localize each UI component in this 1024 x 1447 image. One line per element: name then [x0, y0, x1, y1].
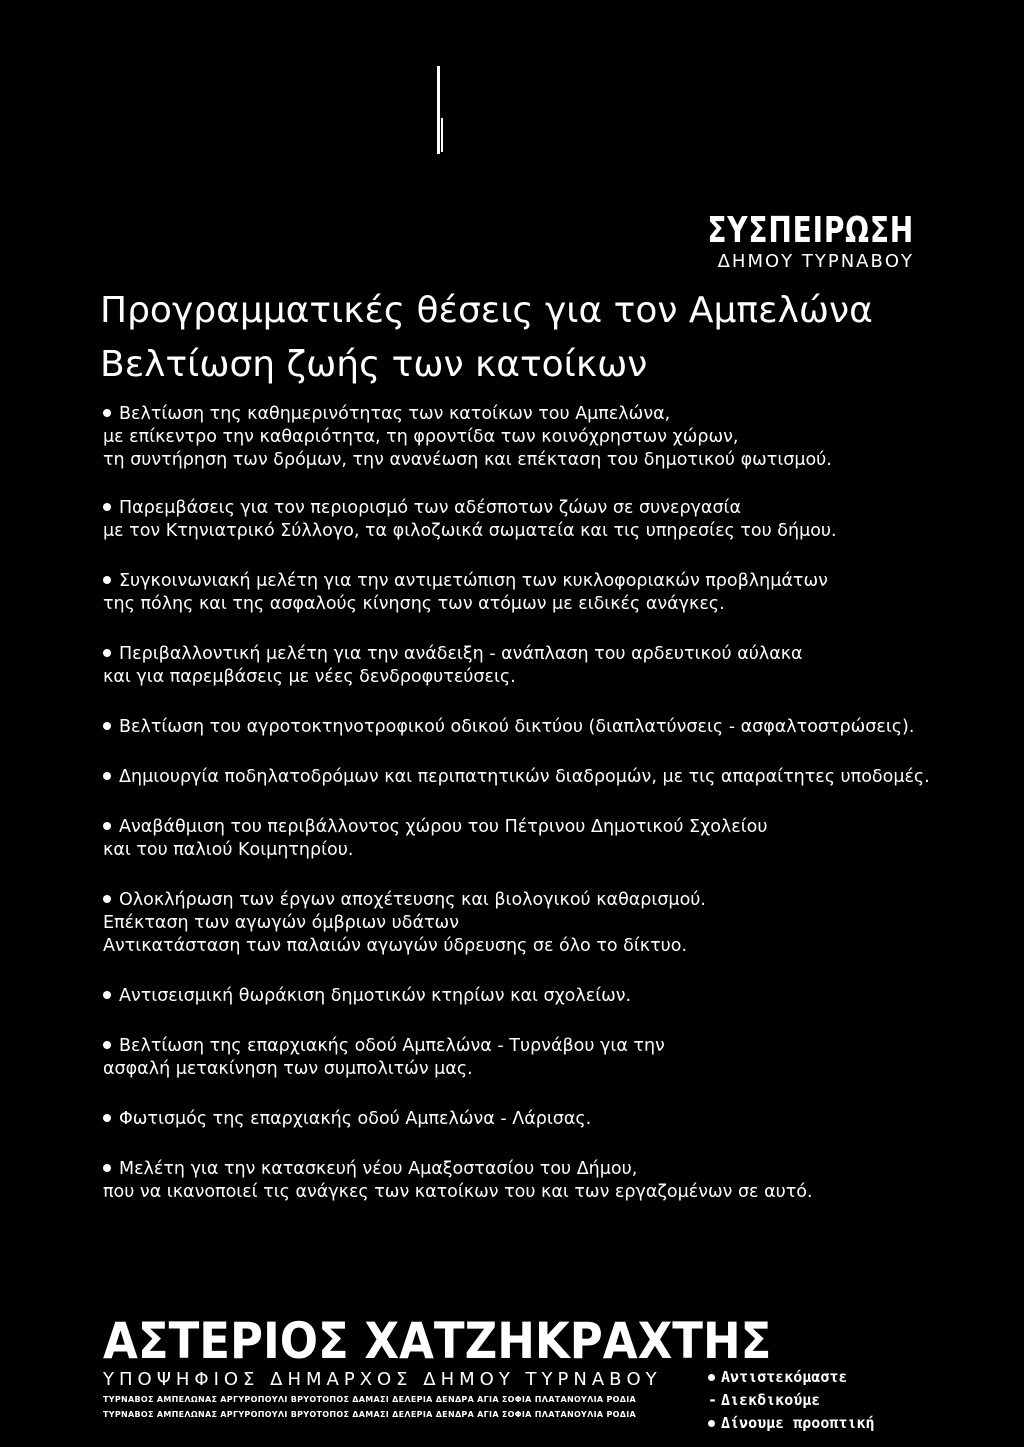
program-item-line: και για παρεμβάσεις με νέες δενδροφυτεύσεις.: [103, 667, 516, 687]
bullet-icon: [103, 822, 111, 830]
program-item-line: τη συντήρηση των δρόμων, την ανανέωση και επέκταση του δημοτικού φωτισμού.: [103, 450, 832, 470]
slogan-list: [708, 1366, 875, 1435]
bullet-icon: [103, 1114, 111, 1122]
program-item-line: Φωτισμός της επαρχιακής οδού Αμπελώνα - Λάρισας.: [103, 1108, 923, 1131]
program-list: [103, 403, 930, 1231]
program-item: [103, 816, 923, 862]
bullet-icon: [103, 722, 111, 730]
party-subtitle: ΔΗΜΟΥ ΤΥΡΝΑΒΟΥ: [717, 251, 914, 272]
program-item-line: Ολοκλήρωση των έργων αποχέτευσης και βιολογικού καθαρισμού.: [103, 889, 923, 912]
program-item: [103, 403, 923, 472]
bullet-icon: [708, 1374, 715, 1381]
dash-icon: -: [708, 1391, 718, 1409]
program-item-line: με επίκεντρο την καθαριότητα, τη φροντίδα των κοινόχρηστων χώρων,: [103, 427, 739, 447]
bullet-icon: [103, 991, 111, 999]
program-item-line: με τον Κτηνιατρικό Σύλλογο, τα φιλοζωικά σωματεία και τις υπηρεσίες του δήμου.: [103, 521, 837, 541]
program-item: [103, 889, 923, 958]
candidate-role: ΥΠΟΨΗΦΙΟΣ ΔΗΜΑΡΧΟΣ ΔΗΜΟΥ ΤΥΡΝΑΒΟΥ: [103, 1369, 662, 1390]
program-item-line: και του παλιού Κοιμητηρίου.: [103, 840, 354, 860]
program-item: [103, 1108, 923, 1131]
bullet-icon: [103, 576, 111, 584]
bullet-icon: [103, 503, 111, 511]
program-item-line: Παρεμβάσεις για τον περιορισμό των αδέσποτων ζώων σε συνεργασία: [103, 497, 923, 520]
party-logo: [649, 212, 914, 272]
program-item: [103, 1158, 923, 1204]
title-line-2: Βελτίωση ζωής των κατοίκων: [100, 344, 648, 385]
program-item-line: Μελέτη για την κατασκευή νέου Αμαξοστασίου του Δήμου,: [103, 1158, 923, 1181]
bullet-icon: [103, 649, 111, 657]
slogan-item: Αντιστεκόμαστε: [708, 1366, 875, 1389]
program-item-line: Αντικατάσταση των παλαιών αγωγών ύδρευσης σε όλο το δίκτυο.: [103, 936, 688, 956]
program-item-line: Βελτίωση της καθημερινότητας των κατοίκων του Αμπελώνα,: [103, 403, 923, 426]
program-item: [103, 985, 923, 1008]
program-item-line: που να ικανοποιεί τις ανάγκες των κατοίκων του και των εργαζομένων σε αυτό.: [103, 1182, 813, 1202]
towns-line-1: ΤΥΡΝΑΒΟΣ ΑΜΠΕΛΩΝΑΣ ΑΡΓΥΡΟΠΟΥΛΙ ΒΡΥΟΤΟΠΟΣ ΔΑΜΑΣΙ ΔΕΛΕΡΙΑ ΔΕΝΔΡΑ ΑΓΙΑ ΣΟΦΙΑ ΠΛΑΤΑΝΟΥΛΙΑ ΡΟΔΙΑ: [103, 1395, 637, 1404]
program-item-line: Περιβαλλοντική μελέτη για την ανάδειξη - ανάπλαση του αρδευτικού αύλακα: [103, 643, 923, 666]
program-item: [103, 643, 923, 689]
program-item-line: Βελτίωση της επαρχιακής οδού Αμπελώνα - Τυρνάβου για την: [103, 1035, 923, 1058]
bullet-icon: [103, 895, 111, 903]
program-item-line: Επέκταση των αγωγών όμβριων υδάτων: [103, 913, 459, 933]
program-item: [103, 570, 923, 616]
program-item: [103, 497, 923, 543]
bullet-icon: [103, 409, 111, 417]
title-line-1: Προγραμματικές θέσεις για τον Αμπελώνα: [100, 290, 873, 331]
program-item-line: Βελτίωση του αγροτοκτηνοτροφικού οδικού δικτύου (διαπλατύνσεις - ασφαλτοστρώσεις).: [103, 716, 923, 739]
towns-line-2: ΤΥΡΝΑΒΟΣ ΑΜΠΕΛΩΝΑΣ ΑΡΓΥΡΟΠΟΥΛΙ ΒΡΥΟΤΟΠΟΣ ΔΑΜΑΣΙ ΔΕΛΕΡΙΑ ΔΕΝΔΡΑ ΑΓΙΑ ΣΟΦΙΑ ΠΛΑΤΑΝΟΥΛΙΑ ΡΟΔΙΑ: [103, 1410, 637, 1419]
fold-mark-secondary: [441, 118, 443, 152]
bullet-icon: [708, 1420, 715, 1427]
bullet-icon: [103, 1041, 111, 1049]
program-item: [103, 716, 923, 739]
program-item-line: Συγκοινωνιακή μελέτη για την αντιμετώπιση των κυκλοφοριακών προβλημάτων: [103, 570, 923, 593]
program-item-line: Αντισεισμική θωράκιση δημοτικών κτηρίων και σχολείων.: [103, 985, 923, 1008]
program-item-line: της πόλης και της ασφαλούς κίνησης των ατόμων με ειδικές ανάγκες.: [103, 594, 725, 614]
program-item-line: ασφαλή μετακίνηση των συμπολιτών μας.: [103, 1059, 473, 1079]
candidate-name: ΑΣΤΕΡΙΟΣ ΧΑΤΖΗΚΡΑΧΤΗΣ: [103, 1312, 772, 1370]
program-item: [103, 1035, 923, 1081]
fold-mark: [437, 66, 440, 154]
bullet-icon: [103, 772, 111, 780]
party-name: ΣΥΣΠΕΙΡΩΣΗ: [707, 210, 914, 251]
page-title: [100, 284, 873, 392]
slogan-item: Δίνουμε προοπτική: [708, 1412, 875, 1435]
slogan-item: - Διεκδικούμε: [708, 1389, 875, 1412]
program-item-line: Αναβάθμιση του περιβάλλοντος χώρου του Πέτρινου Δημοτικού Σχολείου: [103, 816, 923, 839]
program-item: [103, 766, 930, 789]
program-item-line: Δημιουργία ποδηλατοδρόμων και περιπατητικών διαδρομών, με τις απαραίτητες υποδομές.: [103, 766, 923, 789]
bullet-icon: [103, 1164, 111, 1172]
